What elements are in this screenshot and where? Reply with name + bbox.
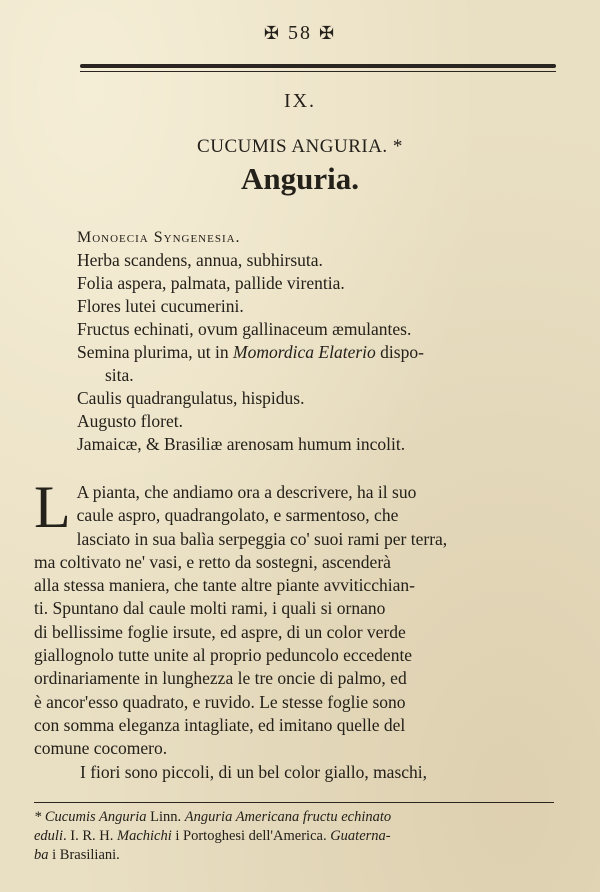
body-paragraph <box>34 474 564 784</box>
footnote <box>34 808 564 865</box>
footnote-text: Linn. <box>146 809 185 825</box>
body-line: alla stessa maniera, che tante altre piante avviticchian- <box>34 575 415 596</box>
body-line: di bellissime foglie irsute, ed aspre, di un color verde <box>34 621 406 642</box>
ornament-right-icon: ✠ <box>319 23 337 43</box>
body-line: I fiori sono piccoli, di un bel color giallo, maschi, <box>80 761 428 782</box>
fructus-line: Fructus echinati, ovum gallinaceum æmulantes. <box>77 319 412 339</box>
footnote-text: i Portoghesi dell'America. <box>171 828 331 844</box>
chapter-number: IX. <box>283 90 317 112</box>
footnote-common-name: Guaterna- <box>330 828 391 844</box>
semina-text: Semina plurima, ut in <box>77 342 234 362</box>
herba-line: Herba scandens, annua, subhirsuta. <box>77 250 323 270</box>
latin-title: CUCUMIS ANGURIA. * <box>197 136 403 157</box>
semina-continuation: sita. <box>105 365 134 385</box>
italian-title: Anguria. <box>241 161 359 196</box>
folia-line: Folia aspera, palmata, pallide virentia. <box>77 273 345 293</box>
body-line: caule aspro, quadrangolato, e sarmentoso, che <box>76 505 399 526</box>
caulis-line: Caulis quadrangulatus, hispidus. <box>77 388 305 408</box>
habitat-line: Jamaicæ, & Brasiliæ arenosam humum incolit. <box>77 434 406 454</box>
drop-cap: L <box>34 474 71 540</box>
footnote-rule <box>34 802 554 803</box>
body-line: giallognolo tutte unite al proprio peduncolo eccedente <box>34 645 413 666</box>
footnote-line-1 <box>34 808 564 827</box>
augusto-line: Augusto floret. <box>77 411 183 431</box>
ornament-left-icon: ✠ <box>263 23 281 43</box>
page-header <box>0 22 600 45</box>
footnote-text: . I. R. H. <box>63 828 117 844</box>
footnote-line-2 <box>34 827 564 846</box>
body-line: è ancor'esso quadrato, e ruvido. Le stesse foglie sono <box>34 691 406 712</box>
footnote-synonym-end: eduli <box>34 828 63 844</box>
body-line: comune cocomero. <box>34 738 168 759</box>
body-line: con somma eleganza intagliate, ed imitano quelle del <box>34 714 406 735</box>
body-line: A pianta, che andiamo ora a descrivere, ha il suo <box>76 482 417 502</box>
semina-species: Momordica Elaterio <box>233 342 376 362</box>
footnote-common-name-end: ba <box>34 847 49 863</box>
body-line: ordinariamente in lunghezza le tre oncie di palmo, ed <box>34 668 407 689</box>
body-line: lasciato in sua balìa serpeggia co' suoi rami per terra, <box>76 528 448 549</box>
flores-line: Flores lutei cucumerini. <box>77 296 244 316</box>
footnote-text: i Brasiliani. <box>48 847 120 863</box>
footnote-species: * Cucumis Anguria <box>34 809 147 825</box>
botanical-description <box>77 226 547 456</box>
semina-text-end: dispo- <box>375 342 424 362</box>
footnote-synonym: Anguria Americana fructu echinato <box>184 809 392 825</box>
header-rule <box>80 64 556 68</box>
class-line: Monoecia Syngenesia. <box>77 229 241 246</box>
page-number: 58 <box>288 22 312 44</box>
semina-line <box>77 341 547 364</box>
body-line: ti. Spuntano dal caule molti rami, i quali si ornano <box>34 598 386 619</box>
footnote-line-3 <box>34 846 564 865</box>
footnote-common-name: Machichi <box>116 828 172 844</box>
body-line: ma coltivato ne' vasi, e retto da sostegni, ascenderà <box>34 551 391 572</box>
